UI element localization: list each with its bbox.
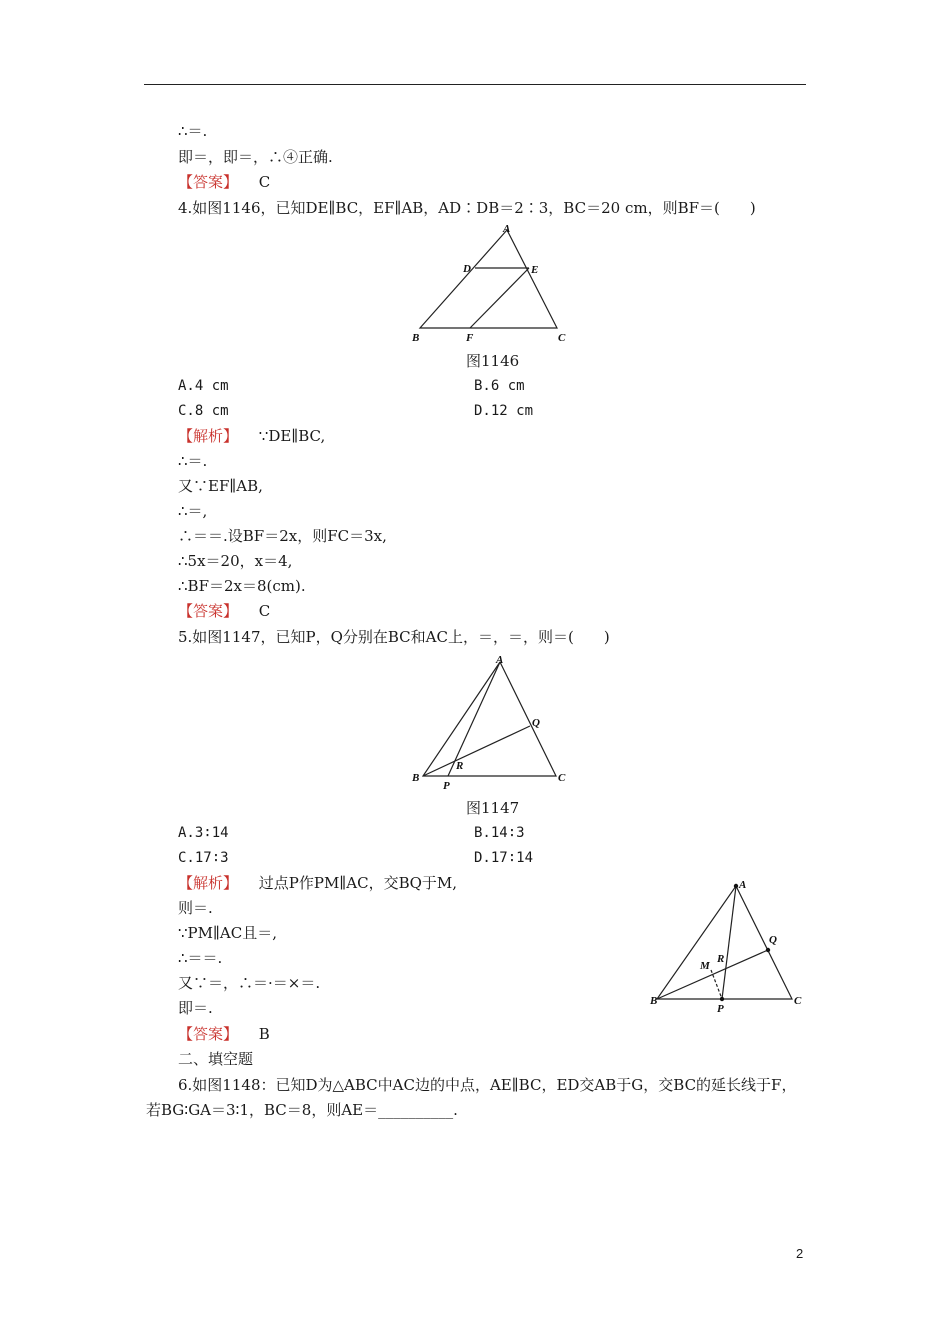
page-number: 2 xyxy=(796,1246,804,1261)
solution-tag: 【解析】 xyxy=(178,874,239,892)
answer-tag: 【答案】 xyxy=(178,1025,239,1043)
answer-value: C xyxy=(258,173,271,191)
figure-1146 xyxy=(410,220,570,350)
option-b: B.6 cm xyxy=(474,378,525,394)
text-line: ∴＝. xyxy=(178,122,208,140)
label-b: B xyxy=(412,332,420,344)
label-p: P xyxy=(717,1003,724,1015)
text-line: ∴＝. xyxy=(178,452,208,470)
label-b: B xyxy=(650,995,658,1007)
text-line: ∴＝＝. xyxy=(178,949,223,967)
option-c: C.17∶3 xyxy=(178,850,229,866)
label-b: B xyxy=(412,772,420,784)
label-p: P xyxy=(443,780,450,792)
question-5: 5.如图1147，已知P，Q分别在BC和AC上，＝，＝，则＝( ) xyxy=(178,628,610,646)
answer-line xyxy=(178,172,270,192)
solution-line xyxy=(178,426,325,446)
answer-value: C xyxy=(258,602,271,620)
label-r: R xyxy=(456,760,464,772)
label-f: F xyxy=(466,332,474,344)
answer-line xyxy=(178,1024,270,1044)
solution-line xyxy=(178,873,457,893)
option-b: B.14∶3 xyxy=(474,825,525,841)
question-6-line-1: 6.如图1148：已知D为△ABC中AC边的中点，AE∥BC，ED交AB于G，交BC的延长线于F， xyxy=(178,1076,797,1094)
solution-figure xyxy=(645,872,815,1017)
option-a: A.3∶14 xyxy=(178,825,229,841)
text-line: ∴＝, xyxy=(178,502,208,520)
label-a: A xyxy=(739,879,747,891)
segment-ef xyxy=(470,268,529,328)
label-c: C xyxy=(794,995,802,1007)
header-rule xyxy=(144,84,806,85)
label-r: R xyxy=(717,953,725,965)
text-line: ∴BF＝2x＝8(cm). xyxy=(178,577,306,595)
label-e: E xyxy=(531,264,539,276)
option-d: D.12 cm xyxy=(474,403,534,419)
answer-line xyxy=(178,601,270,621)
option-a: A.4 cm xyxy=(178,378,229,394)
text-line: 即＝，即＝，∴④正确. xyxy=(178,148,333,166)
point-q xyxy=(766,948,770,952)
solution-text: 过点P作PM∥AC，交BQ于M, xyxy=(258,874,458,892)
label-q: Q xyxy=(532,717,540,729)
text-line: ∴＝＝.设BF＝2x，则FC＝3x, xyxy=(178,527,387,545)
solution-tag: 【解析】 xyxy=(178,427,239,445)
question-4: 4.如图1146，已知DE∥BC，EF∥AB，AD∶DB＝2∶3，BC＝20 cm，则BF＝( ) xyxy=(178,199,756,217)
text-line: ∵PM∥AC且＝, xyxy=(178,924,278,942)
figure-1147 xyxy=(410,650,580,795)
triangle-abc xyxy=(420,230,557,328)
answer-tag: 【答案】 xyxy=(178,173,239,191)
label-m: M xyxy=(700,960,710,972)
section-heading: 二、填空题 xyxy=(178,1050,254,1068)
text-line: 则＝. xyxy=(178,899,213,917)
point-p xyxy=(720,997,724,1001)
text-line: ∴5x＝20，x＝4, xyxy=(178,552,293,570)
answer-value: B xyxy=(258,1025,270,1043)
option-d: D.17∶14 xyxy=(474,850,534,866)
point-a xyxy=(734,884,738,888)
text-line: 又∵EF∥AB, xyxy=(178,477,263,495)
text-line: 又∵＝，∴＝·＝×＝. xyxy=(178,974,321,992)
label-q: Q xyxy=(769,934,777,946)
answer-tag: 【答案】 xyxy=(178,602,239,620)
label-a: A xyxy=(496,654,504,666)
figure-1147-caption: 图1147 xyxy=(466,799,520,817)
label-a: A xyxy=(503,223,511,235)
label-c: C xyxy=(558,772,566,784)
question-6-line-2: 若BG∶GA＝3∶1，BC＝8，则AE＝__________. xyxy=(146,1101,458,1119)
segment-ap xyxy=(448,662,500,776)
label-d: D xyxy=(463,263,471,275)
label-c: C xyxy=(558,332,566,344)
text-line: 即＝. xyxy=(178,999,213,1017)
solution-text: ∵DE∥BC, xyxy=(258,427,326,445)
segment-bq xyxy=(423,726,530,776)
figure-1146-caption: 图1146 xyxy=(466,352,520,370)
option-c: C.8 cm xyxy=(178,403,229,419)
